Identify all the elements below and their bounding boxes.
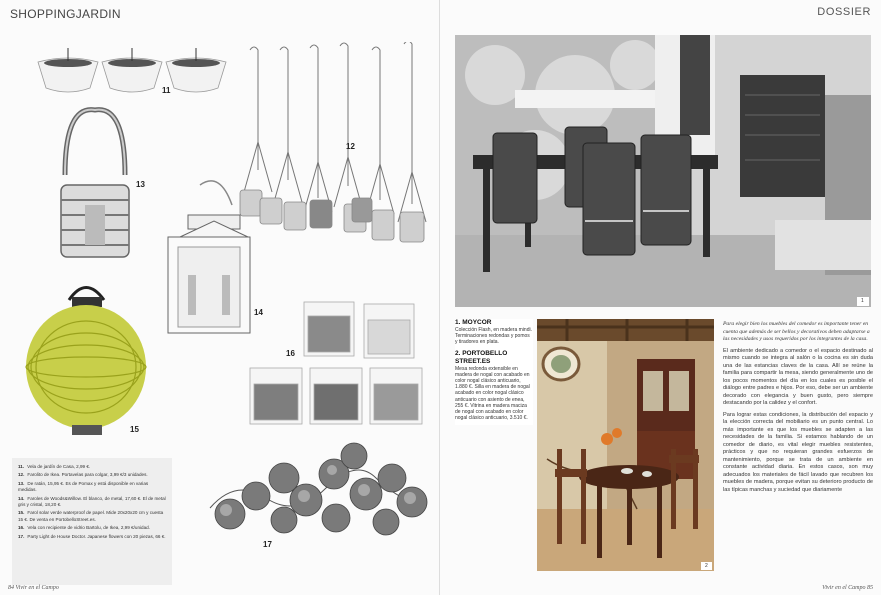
caption-text: Colección Flash, en madera mindi. Terminaciones redondas y pomos y tiradores en plata. <box>455 327 532 346</box>
item-number: 15 <box>130 425 139 434</box>
white-lantern-image <box>160 175 255 340</box>
party-light-image <box>206 438 431 548</box>
legend-item: 12. Farolito de Ikea. Portavelas para colgar, 3,99 €/3 unidades. <box>18 472 148 478</box>
rattan-lantern-image <box>55 105 135 265</box>
product-legend <box>12 458 172 585</box>
section-header: DOSSIER <box>817 6 871 18</box>
article-paragraph: El ambiente dedicado a comedor o el espacio destinado al mismo cuando se integra al salón o la cocina es sin duda una de las estancias claves de la casa. Allí se reúne la familia para compartir la mesa, siendo generalmente uno de los pocos momentos del día en los cuales es posible el diálogo entre padres e hijos. Por eso, debe ser un ambiente decorado con elegancia y buen gusto, pero siempre destacando por la calidez y el confort. <box>723 347 873 406</box>
caption-title: 2. PORTOBELLO STREET.ES <box>455 349 508 365</box>
item-number: 14 <box>254 308 263 317</box>
item-number: 16 <box>286 349 295 358</box>
item-number: 13 <box>136 180 145 189</box>
legend-item: 14. Faroles de Woods&Willow. El blanco, de metal, 17,60 €. El de metal gris y cristal, 18,20 €. <box>18 495 166 508</box>
green-paper-lantern-image <box>24 275 149 440</box>
legend-item: 11. Vela de jardín de Casa, 2,99 €. <box>18 464 91 469</box>
article-intro: Para elegir bien los muebles del comedor es importante tener en cuenta que además de ser bellos y decorativos deben adaptarse a las necesidades y usos requeridos por los integrantes de la casa. <box>723 321 870 342</box>
legend-item: 16. Vela con recipiente de vidrio Bartolu, de Ikea, 2,99 €/unidad. <box>18 525 150 531</box>
dining-room-photo <box>455 35 871 307</box>
page-footer: 84 Vivir en el Campo <box>8 585 59 591</box>
article-paragraph: Para lograr estas condiciones, la distribución del espacio y la elección correcta del mobiliario es un punto central. Lo más importante es que los muebles se adapten a las necesidades de la familia. Si estamos hablando de un comedor de diario, es vital elegir muebles resistentes, prácticos y que no requieran grandes esfuerzos de mantenimiento, porque se trata de un ambiente en constante actividad diaria. En estos casos, son muy adecuados los materiales de fácil lavado que recubren los muebles de madera, porque evitan su deterioro producto de las típicas manchas y suciedad que diariamente <box>723 411 873 493</box>
right-page <box>440 0 881 595</box>
caption-text: Mesa redonda extensible en madera de nogal con acabado en color nogal clásico anticuario, 1.880 €. Silla en madera de nogal acabado en color nogal clásico anticuario con asiento de enea, 255 €. Vitrina en madera maciza de nogal con acabado en color nogal clásico anticuario, 3.510 €. <box>455 365 530 422</box>
section-header: SHOPPINGJARDIN <box>10 7 121 21</box>
photo-captions <box>455 319 533 425</box>
left-page <box>0 0 440 595</box>
photo-number: 1 <box>861 298 864 304</box>
item-number: 17 <box>263 540 272 549</box>
page-footer: Vivir en el Campo 85 <box>822 585 873 591</box>
dining-room-illustration <box>455 35 871 307</box>
item-number: 12 <box>346 142 355 151</box>
legend-item: 17. Party Light de House Doctor. Japanese flowers con 20 piezas, 66 €. <box>18 533 166 539</box>
garden-candles-image <box>30 40 240 100</box>
caption-title: 1. MOYCOR <box>455 319 492 326</box>
article-body <box>723 321 873 498</box>
hanging-candle-holders-image <box>232 42 442 262</box>
item-number: 11 <box>162 86 171 95</box>
rustic-dining-photo <box>537 319 714 571</box>
legend-item: 13. De ratán, 15,95 €. Es de Pomax y está disponible en varias medidas. <box>18 480 149 493</box>
legend-item: 15. Farol solar verde waterproof de papel. Mide 20x20x20 cm y cuesta 15 €. De venta en PortobelloStreet.es. <box>18 510 164 522</box>
glass-candles-image <box>248 300 423 428</box>
photo-number: 2 <box>705 563 708 569</box>
rustic-dining-illustration <box>537 319 714 571</box>
